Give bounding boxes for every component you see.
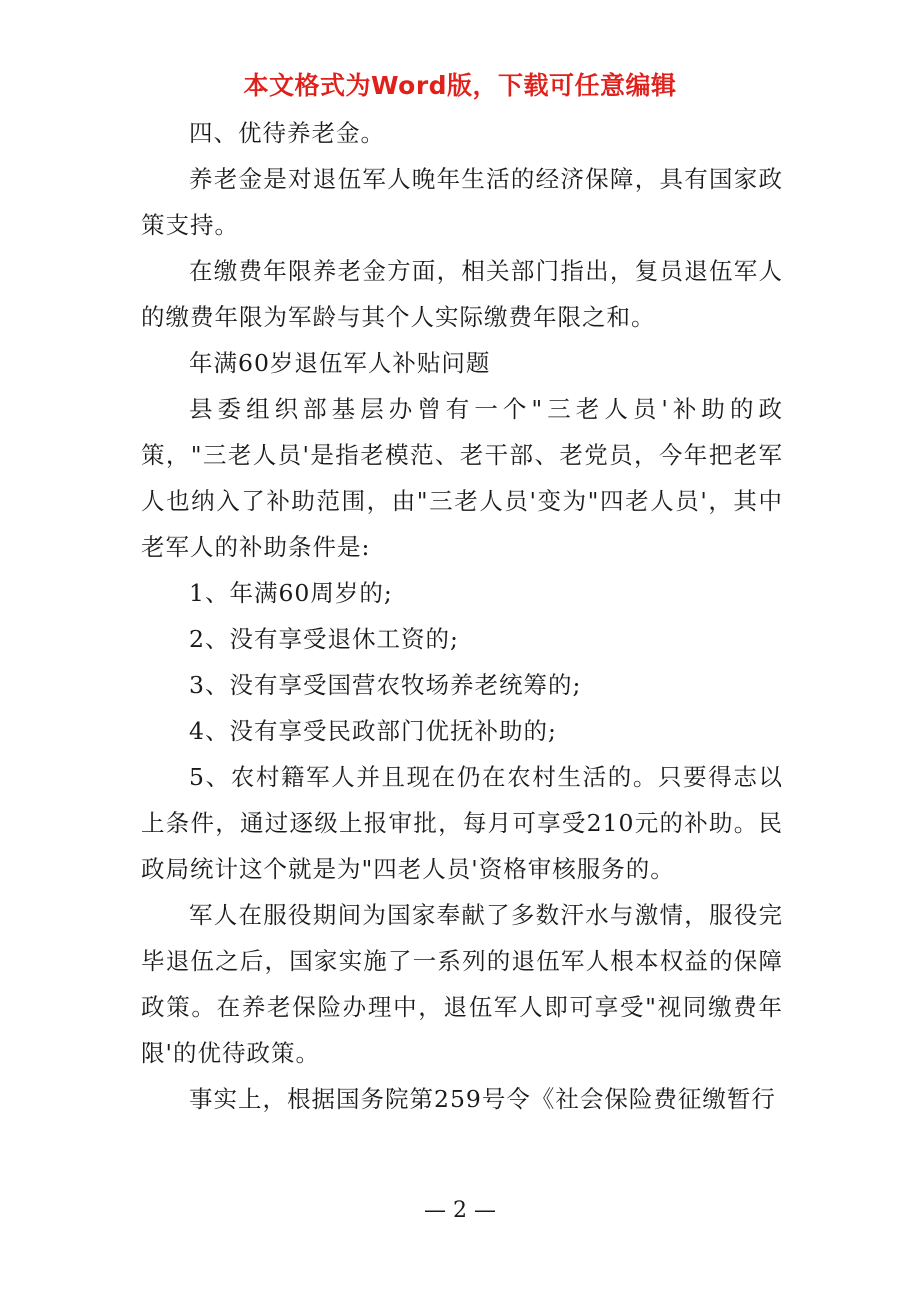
document-body xyxy=(141,110,783,1122)
paragraph: 事实上，根据国务院第259号令《社会保险费征缴暂行 xyxy=(189,1085,776,1113)
list-item: 4、没有享受民政部门优抚补助的; xyxy=(189,717,557,745)
format-banner: 本文格式为Word版，下载可任意编辑 xyxy=(243,71,677,100)
list-item: 1、年满60周岁的; xyxy=(189,579,393,607)
paragraph: 养老金是对退伍军人晚年生活的经济保障，具有国家政策支持。 xyxy=(141,165,783,239)
paragraph: 在缴费年限养老金方面，相关部门指出，复员退伍军人的缴费年限为军龄与其个人实际缴费年限之和。 xyxy=(141,257,783,331)
paragraph: 年满60岁退伍军人补贴问题 xyxy=(189,349,491,377)
paragraph: 军人在服役期间为国家奉献了多数汗水与激情，服役完毕退伍之后，国家实施了一系列的退伍军人根本权益的保障政策。在养老保险办理中，退伍军人即可享受"视同缴费年限'的优待政策。 xyxy=(141,901,783,1067)
page-number: — 2 — xyxy=(424,1198,496,1223)
paragraph: 四、优待养老金。 xyxy=(189,119,385,147)
list-item: 5、农村籍军人并且现在仍在农村生活的。只要得志以上条件，通过逐级上报审批，每月可享受210元的补助。民政局统计这个就是为"四老人员'资格审核服务的。 xyxy=(141,763,783,883)
paragraph: 县委组织部基层办曾有一个"三老人员'补助的政策，"三老人员'是指老模范、老干部、老党员，今年把老军人也纳入了补助范围，由"三老人员'变为"四老人员'，其中老军人的补助条件是: xyxy=(141,395,783,561)
list-item: 2、没有享受退休工资的; xyxy=(189,625,459,653)
list-item: 3、没有享受国营农牧场养老统筹的; xyxy=(189,671,582,699)
